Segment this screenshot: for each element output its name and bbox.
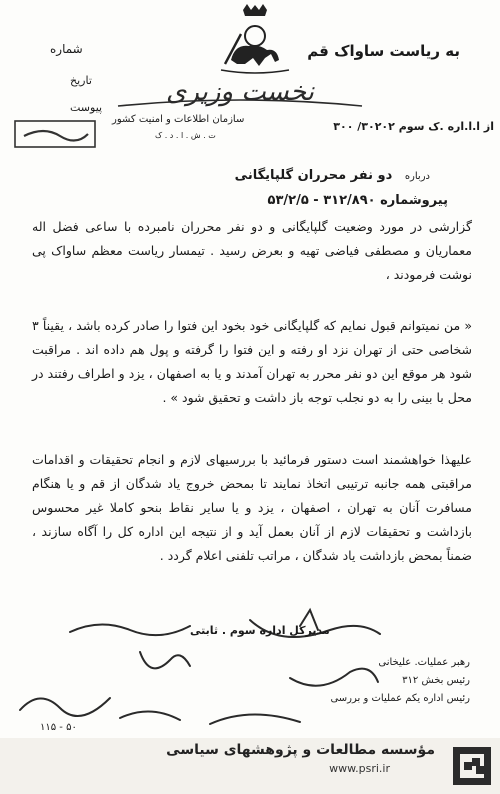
signer-line: رهبر عملیات. علیخانی — [378, 657, 470, 668]
signer-line: رئیس بخش ۳۱۲ — [402, 675, 470, 686]
subject-line — [235, 168, 430, 183]
date-label: تاریخ — [70, 74, 92, 87]
institute-name: مؤسسه مطالعات و پژوهشهای سیاسی — [166, 742, 435, 758]
organization-name: سازمان اطلاعات و امنیت کشور — [112, 114, 245, 125]
institute-url[interactable]: www.psri.ir — [329, 762, 390, 775]
institute-logo-icon — [452, 746, 492, 786]
subject-text: دو نفر محرران گلپایگانی — [234, 168, 393, 183]
document-footer-code: ۱۱۵ - ۵۰ — [40, 722, 77, 733]
org-handwritten-header — [110, 68, 370, 112]
addressee: به ریاست ساواک قم — [307, 42, 460, 60]
number-label: شماره — [50, 42, 83, 56]
sign-lines — [330, 654, 470, 708]
reference-number: از ا.ا.اره .ک سوم ۳۰۲۰۲/ ۳۰۰ — [333, 120, 494, 133]
signer-line: رئیس اداره یکم عملیات و بررسی — [330, 693, 470, 704]
body-paragraph-3: علیهذا خواهشمند است دستور فرمائید با بررسیهای لازم و انجام تحقیقات و اقدامات مراقبتی همه جانبه ترتیبی اتخاذ نمایند تا بمحض خروج یاد شدگان از قم و یا هنگام مسافرت آنان به تهران ، اصفهان ، یزد و یا سایر نقاط بنحو کاملا غیر محسوس بازداشت و تحقیقات لازم از آنان بعمل آید و از نتیجه این اداره کل را آگاه سازند ، ضمناً بمحض بازداشت یاد شدگان ، مراتب تلفنی اعلام گردد . — [32, 452, 472, 563]
subject-label: درباره — [404, 171, 430, 182]
attachment-label: پیوست — [70, 101, 103, 114]
lion-and-sun-emblem-icon — [215, 4, 295, 76]
director-general-title: مدیرکل اداره سوم . ثابتی — [190, 624, 330, 637]
org-handwritten-text: نخست وزیری — [165, 77, 315, 107]
stamp-icon — [14, 120, 96, 148]
body-paragraph-1: گزارشی در مورد وضعیت گلپایگانی و دو نفر محرران نامبرده با ساعی فضل اله معماریان و مصطفی فیاضی تهیه و بعرض رسید . تیمسار ریاست معظم ساواک پی نوشت فرمودند ، — [32, 219, 472, 282]
case-number: پیروشماره ۳۱۲/۸۹۰ - ۵۳/۲/۵ — [267, 193, 448, 208]
organization-code: ت . ش . ا . د . ک — [155, 131, 216, 140]
body-paragraph-2: « من نمیتوانم قبول نمایم که گلپایگانی خود بخود این فتوا را صادر کرده باشد ، یقیناً ۳ شخاصی حتی از تهران نزد او رفته و این فتوا را گرفته و پول هم داده اند . مراقبت شود هر موقع این دو نفر محرر به تهران آمدند و یا به اصفهان ، یزد و اطراف رفتند در محل با بینی را به دو نجلب توجه باز داشت و تحقیق شود » . — [32, 318, 472, 405]
